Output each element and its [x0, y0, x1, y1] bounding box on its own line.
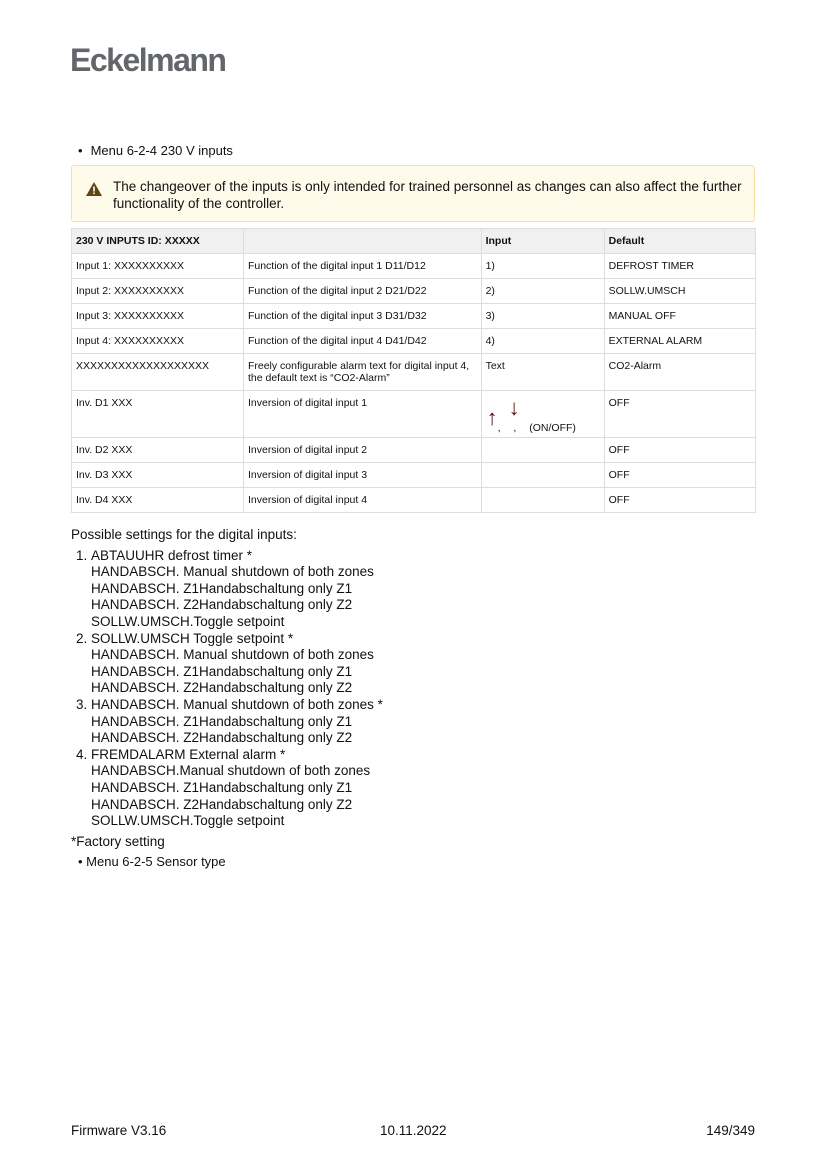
- inputs-table: [71, 228, 756, 513]
- table-cell: Inv. D1 XXX: [72, 391, 244, 438]
- table-cell: Freely configurable alarm text for digital input 4, the default text is “CO2-Alarm”: [243, 354, 481, 391]
- table-row: [72, 391, 756, 438]
- table-cell: Inversion of digital input 2: [243, 438, 481, 463]
- list-line: HANDABSCH. Z1Handabschaltung only Z1: [91, 779, 353, 795]
- table-cell: DEFROST TIMER: [604, 254, 755, 279]
- table-cell: Function of the digital input 4 D41/D42: [243, 329, 481, 354]
- table-cell: Inv. D3 XXX: [72, 463, 244, 488]
- table-cell: 1): [481, 254, 604, 279]
- table-cell: Text: [481, 354, 604, 391]
- table-row: [72, 329, 756, 354]
- table-cell: Function of the digital input 2 D21/D22: [243, 279, 481, 304]
- list-line: HANDABSCH. Z1Handabschaltung only Z1: [91, 713, 353, 729]
- list-line: HANDABSCH. Manual shutdown of both zones: [91, 647, 374, 663]
- menu-bullet: • Menu 6-2-4 230 V inputs: [78, 143, 233, 158]
- column-header: [243, 229, 481, 254]
- list-line: HANDABSCH.Manual shutdown of both zones: [91, 763, 371, 779]
- table-cell: Input 2: XXXXXXXXXX: [72, 279, 244, 304]
- table-row: [72, 304, 756, 329]
- warning-icon: [86, 182, 102, 196]
- table-cell: Inv. D2 XXX: [72, 438, 244, 463]
- menu-bullet-2: • Menu 6-2-5 Sensor type: [78, 854, 226, 870]
- table-cell: [481, 391, 604, 438]
- table-row: [72, 354, 756, 391]
- list-line: 3. HANDABSCH. Manual shutdown of both zones *: [91, 696, 383, 712]
- settings-list: [71, 548, 383, 830]
- list-line: HANDABSCH. Z1Handabschaltung only Z1: [91, 580, 353, 596]
- settings-section: [71, 527, 383, 871]
- column-header: 230 V INPUTS ID: XXXXX: [72, 229, 244, 254]
- list-line: HANDABSCH. Z1Handabschaltung only Z1: [91, 663, 353, 679]
- table-cell: 4): [481, 329, 604, 354]
- table-cell: Inversion of digital input 4: [243, 488, 481, 513]
- table-row: [72, 438, 756, 463]
- table-cell: Inversion of digital input 3: [243, 463, 481, 488]
- list-line: HANDABSCH. Z2Handabschaltung only Z2: [91, 796, 353, 812]
- table-cell: CO2-Alarm: [604, 354, 755, 391]
- arrow-up-icon: ↑: [486, 405, 498, 430]
- table-row: [72, 254, 756, 279]
- list-line: HANDABSCH. Z2Handabschaltung only Z2: [91, 597, 353, 613]
- list-line: SOLLW.UMSCH.Toggle setpoint: [91, 613, 285, 629]
- factory-note: *Factory setting: [71, 833, 165, 849]
- table-cell: [481, 438, 604, 463]
- table-cell: Input 1: XXXXXXXXXX: [72, 254, 244, 279]
- list-item: [91, 747, 383, 830]
- table-cell: Function of the digital input 1 D11/D12: [243, 254, 481, 279]
- table-cell: Function of the digital input 3 D31/D32: [243, 304, 481, 329]
- footer-date: 10.11.2022: [380, 1123, 447, 1138]
- table-cell: EXTERNAL ALARM: [604, 329, 755, 354]
- table-cell: [481, 463, 604, 488]
- table-row: [72, 463, 756, 488]
- list-item: [91, 548, 383, 631]
- column-header: Input: [481, 229, 604, 254]
- menu-bullet-2-text: Menu 6-2-5 Sensor type: [86, 854, 226, 870]
- table-cell: 2): [481, 279, 604, 304]
- table-cell: SOLLW.UMSCH: [604, 279, 755, 304]
- table-cell: [481, 488, 604, 513]
- list-line: SOLLW.UMSCH.Toggle setpoint: [91, 813, 285, 829]
- table-cell: XXXXXXXXXXXXXXXXXXX: [72, 354, 244, 391]
- table-cell: Input 3: XXXXXXXXXX: [72, 304, 244, 329]
- table-row: [72, 488, 756, 513]
- table-cell: OFF: [604, 463, 755, 488]
- table-cell: OFF: [604, 488, 755, 513]
- list-item: [91, 697, 383, 747]
- settings-intro: Possible settings for the digital inputs:: [71, 527, 297, 542]
- list-line: 2. SOLLW.UMSCH Toggle setpoint *: [91, 630, 294, 646]
- list-line: 1. ABTAUUHR defrost timer *: [91, 547, 253, 563]
- footer-firmware: Firmware V3.16: [71, 1123, 167, 1138]
- list-line: HANDABSCH. Z2Handabschaltung only Z2: [91, 680, 353, 696]
- table-cell: Input 4: XXXXXXXXXX: [72, 329, 244, 354]
- column-header: Default: [604, 229, 755, 254]
- logo: Eckelmann: [70, 42, 226, 78]
- arrow-down-icon: ↓: [508, 395, 520, 420]
- table-cell: Inversion of digital input 1: [243, 391, 481, 438]
- table-cell: OFF: [604, 391, 755, 438]
- table-row: [72, 279, 756, 304]
- table-cell: OFF: [604, 438, 755, 463]
- list-item: [91, 631, 383, 697]
- arrow-label: , , (ON/OFF): [497, 422, 576, 434]
- list-line: HANDABSCH. Z2Handabschaltung only Z2: [91, 730, 353, 746]
- warning-text: The changeover of the inputs is only intended for trained personnel as changes can also affect the further functionality of the controller.: [113, 179, 742, 211]
- table-cell: MANUAL OFF: [604, 304, 755, 329]
- table-cell: Inv. D4 XXX: [72, 488, 244, 513]
- table-cell: 3): [481, 304, 604, 329]
- warning-box: [71, 165, 755, 222]
- footer-page: 149/349: [706, 1123, 755, 1138]
- list-line: 4. FREMDALARM External alarm *: [91, 746, 286, 762]
- list-line: HANDABSCH. Manual shutdown of both zones: [91, 564, 374, 580]
